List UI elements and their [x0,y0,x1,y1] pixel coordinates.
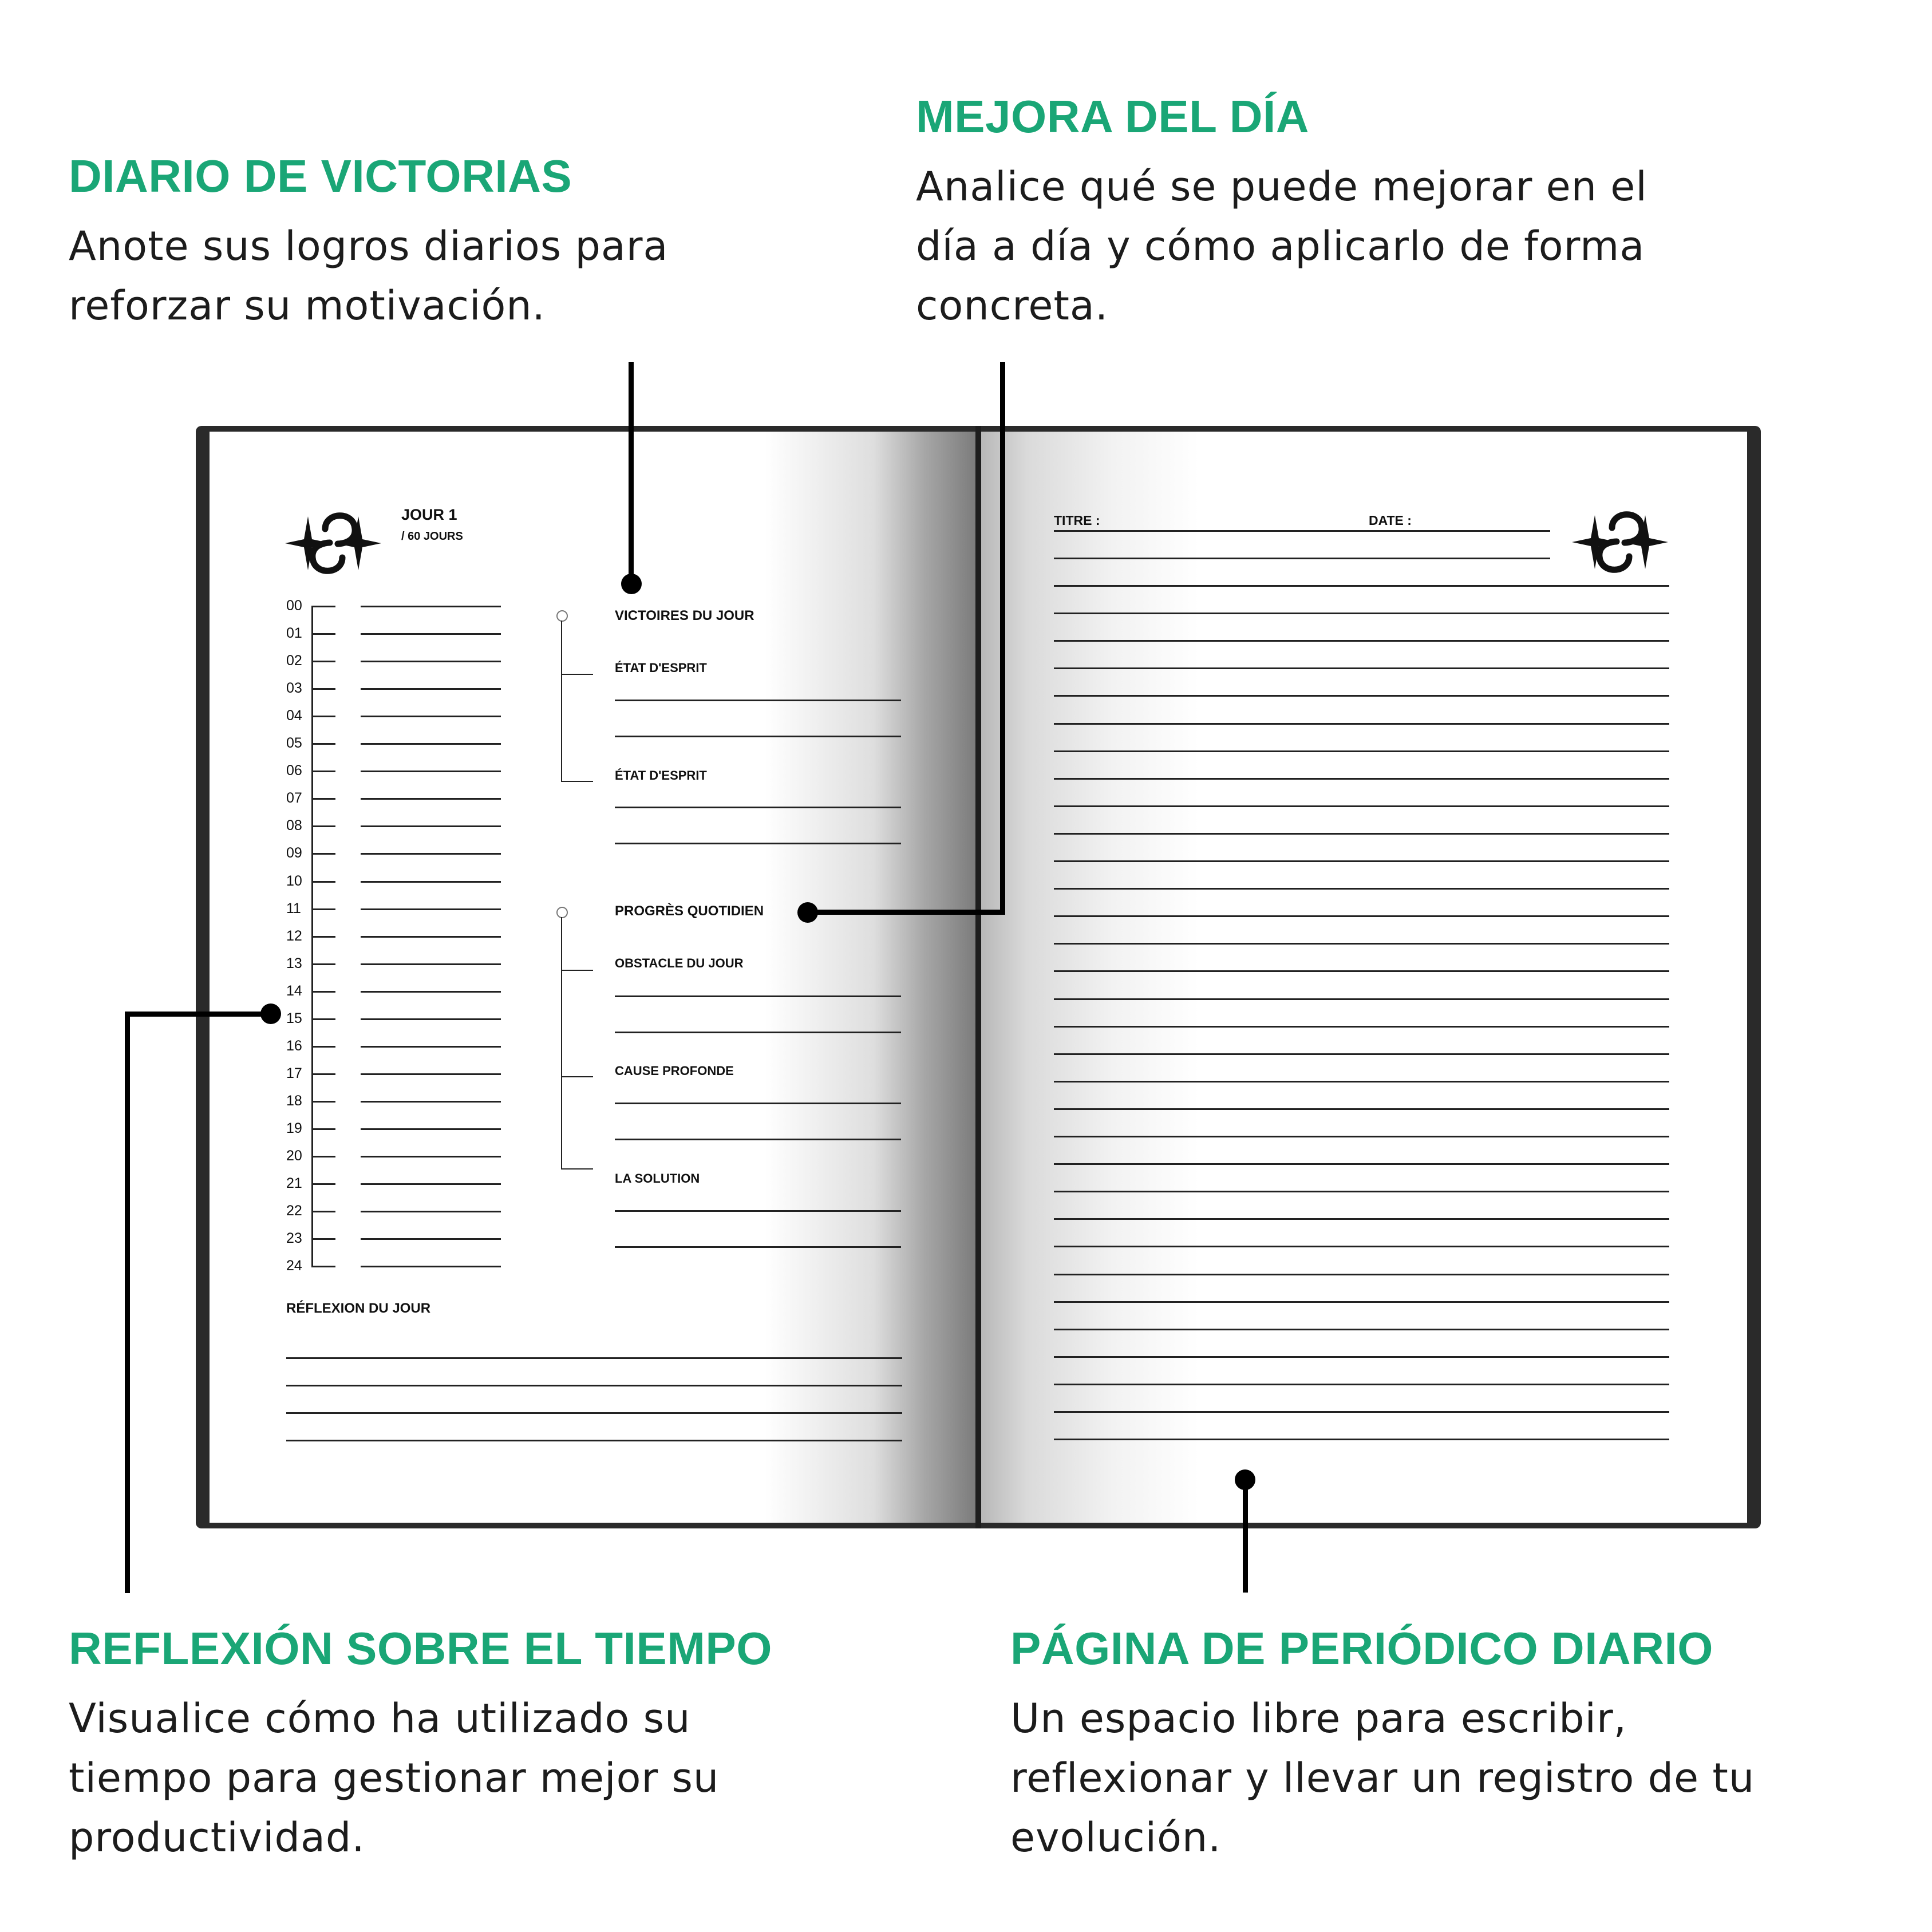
writing-line [286,1357,902,1359]
hour-label: 03 [286,680,302,697]
journal-line [1054,1026,1669,1028]
journal-line [1054,750,1669,752]
progress-item-label: CAUSE PROFONDE [615,1064,734,1078]
tree-branch [561,1076,593,1077]
connector-reflexion [125,1012,130,1593]
journal-line [1054,1356,1669,1358]
journal-line [1054,613,1669,614]
writing-line [615,1103,901,1104]
hour-writing-line [361,908,501,910]
writing-line [286,1385,902,1386]
callout-victorias-text [69,216,668,335]
writing-line [615,1210,901,1212]
hour-tick [311,1046,335,1048]
callout-line: Analice qué se puede mejorar en el [916,163,1647,210]
notebook-spine [975,426,981,1528]
writing-line [615,736,901,737]
hour-label: 04 [286,708,302,724]
victories-node-circle [556,610,568,622]
journal-line [1054,1081,1669,1082]
callout-line: Anote sus logros diarios para [69,223,669,270]
journal-line [1054,1246,1669,1247]
hour-writing-line [361,1101,501,1103]
journal-line [1054,1218,1669,1220]
tree-vline [561,621,562,782]
journal-line [1054,1136,1669,1137]
hour-tick [311,1018,335,1020]
callout-line: Un espacio libre para escribir, [1010,1695,1627,1742]
hour-label: 14 [286,982,302,999]
journal-line [1054,1274,1669,1275]
hour-label: 12 [286,927,302,944]
hour-label: 13 [286,955,302,971]
hour-writing-line [361,991,501,993]
hour-writing-line [361,881,501,883]
hour-writing-line [361,1156,501,1157]
tree-branch [561,1168,593,1170]
callout-line: productividad. [69,1814,365,1861]
hour-tick [311,1073,335,1075]
journal-line [1054,723,1669,725]
hour-label: 22 [286,1203,302,1219]
hour-tick [311,716,335,717]
hour-tick [311,1128,335,1130]
hour-tick [311,963,335,965]
hour-label: 15 [286,1010,302,1026]
hour-label: 07 [286,790,302,807]
callout-reflexion [69,1623,772,1867]
callout-line: Visualice cómo ha utilizado su [69,1695,691,1742]
journal-line [1054,1053,1669,1055]
hour-label: 19 [286,1120,302,1136]
connector-mejora [1000,362,1005,915]
writing-line [615,995,901,997]
callout-pagina [1010,1623,1755,1867]
hour-tick [311,1211,335,1212]
victories-heading: VICTOIRES DU JOUR [615,608,754,623]
hour-tick [311,606,335,607]
hour-label: 10 [286,872,302,889]
writing-line [615,843,901,844]
victories-item-label: ÉTAT D'ESPRIT [615,661,707,675]
callout-victorias [69,153,668,335]
hour-tick [311,1266,335,1267]
hour-writing-line [361,1183,501,1185]
hour-writing-line [361,771,501,772]
callout-reflexion-title: REFLEXIÓN SOBRE EL TIEMPO [69,1623,772,1674]
journal-line [1054,805,1669,807]
hour-label: 05 [286,735,302,752]
hour-writing-line [361,963,501,965]
hour-writing-line [361,1266,501,1267]
journal-line [1054,695,1669,697]
hour-label: 00 [286,598,302,614]
callout-pagina-title: PÁGINA DE PERIÓDICO DIARIO [1010,1623,1713,1674]
hour-writing-line [361,825,501,827]
right-page [981,432,1747,1523]
journal-line [1054,640,1669,642]
tree-branch [561,970,593,971]
writing-line [615,1246,901,1248]
victories-item-label: ÉTAT D'ESPRIT [615,768,707,783]
hour-writing-line [361,633,501,635]
hour-writing-line [361,1211,501,1212]
hour-tick [311,991,335,993]
hour-tick [311,881,335,883]
callout-line: tiempo para gestionar mejor su [69,1755,720,1801]
journal-line [1054,1329,1669,1330]
hour-writing-line [361,798,501,800]
writing-line [286,1412,902,1414]
tree-branch [561,781,593,782]
writing-line [615,700,901,701]
hour-writing-line [361,1128,501,1130]
sparkle-logo-icon [285,506,382,580]
connector-dot [260,1003,281,1024]
journal-line [1054,860,1669,862]
journal-line [1054,1439,1669,1440]
spine-shadow-right [981,432,1747,1523]
connector-dot [1235,1469,1255,1490]
hour-writing-line [361,853,501,855]
hour-tick [311,633,335,635]
hour-label: 17 [286,1065,302,1081]
journal-line [1054,667,1669,669]
callout-line: evolución. [1010,1814,1222,1861]
connector-reflexion [125,1012,272,1017]
hour-writing-line [361,743,501,745]
hour-label: 18 [286,1092,302,1109]
hour-label: 20 [286,1148,302,1164]
hour-tick [311,661,335,662]
hour-label: 16 [286,1037,302,1054]
hour-label: 08 [286,817,302,834]
sparkle-logo-icon [1572,505,1669,579]
hour-label: 06 [286,762,302,779]
journal-line [1054,1384,1669,1385]
reflection-heading: RÉFLEXION DU JOUR [286,1301,431,1316]
callout-pagina-text [1010,1689,1755,1867]
hour-tick [311,936,335,938]
hour-label: 24 [286,1258,302,1274]
callout-mejora-title: MEJORA DEL DÍA [916,91,1310,142]
hour-label: 01 [286,625,302,642]
title-line [1054,530,1550,532]
hour-tick [311,1183,335,1185]
hour-label: 09 [286,845,302,862]
connector-mejora [808,910,1005,915]
callout-mejora [916,91,1647,335]
hour-tick [311,853,335,855]
date-label: DATE : [1369,513,1412,528]
journal-line [1054,1108,1669,1110]
journal-line [1054,1191,1669,1192]
hour-label: 23 [286,1230,302,1247]
journal-line [1054,970,1669,972]
hour-tick [311,1101,335,1103]
hour-tick [311,771,335,772]
callout-line: concreta. [916,282,1109,329]
progress-item-label: OBSTACLE DU JOUR [615,956,744,970]
callout-mejora-text [916,157,1647,335]
hour-tick [311,798,335,800]
connector-pagina [1243,1480,1248,1593]
callout-victorias-title: DIARIO DE VICTORIAS [69,151,572,202]
writing-line [615,1032,901,1033]
hour-tick [311,1156,335,1157]
progress-node-circle [556,907,568,918]
callout-line: día a día y cómo aplicarlo de forma [916,223,1645,270]
spine-shadow-left [210,432,975,1523]
tree-vline [561,917,562,1169]
journal-line [1054,915,1669,917]
connector-dot [621,574,642,594]
journal-line [1054,943,1669,945]
progress-item-label: LA SOLUTION [615,1171,700,1186]
hour-writing-line [361,606,501,607]
writing-line [286,1440,902,1441]
callout-reflexion-text [69,1689,772,1867]
connector-victorias [629,362,634,584]
hour-writing-line [361,1238,501,1240]
journal-line [1054,1301,1669,1303]
title-label: TITRE : [1054,513,1100,528]
day-title: JOUR 1 [401,506,457,523]
journal-line [1054,778,1669,780]
hour-writing-line [361,661,501,662]
hour-tick [311,1238,335,1240]
hour-writing-line [361,688,501,690]
hour-writing-line [361,1018,501,1020]
tree-branch [561,674,593,675]
hour-label: 02 [286,653,302,669]
journal-line [1054,585,1669,587]
hour-writing-line [361,936,501,938]
hour-tick [311,825,335,827]
journal-line [1054,833,1669,835]
hour-writing-line [361,1046,501,1048]
journal-line [1054,1163,1669,1165]
left-page [210,432,975,1523]
hour-tick [311,688,335,690]
day-subtitle: / 60 JOURS [401,530,463,543]
writing-line [615,807,901,808]
hour-writing-line [361,1073,501,1075]
hour-writing-line [361,716,501,717]
writing-line [615,1139,901,1140]
journal-line [1054,998,1669,1000]
progress-heading: PROGRÈS QUOTIDIEN [615,903,764,919]
hour-label: 11 [286,900,301,916]
connector-dot [797,902,818,923]
hour-tick [311,743,335,745]
hour-tick [311,908,335,910]
callout-line: reforzar su motivación. [69,282,546,329]
title-line [1054,558,1550,559]
journal-line [1054,888,1669,890]
hour-label: 21 [286,1175,302,1192]
callout-line: reflexionar y llevar un registro de tu [1010,1755,1755,1801]
journal-line [1054,1411,1669,1413]
